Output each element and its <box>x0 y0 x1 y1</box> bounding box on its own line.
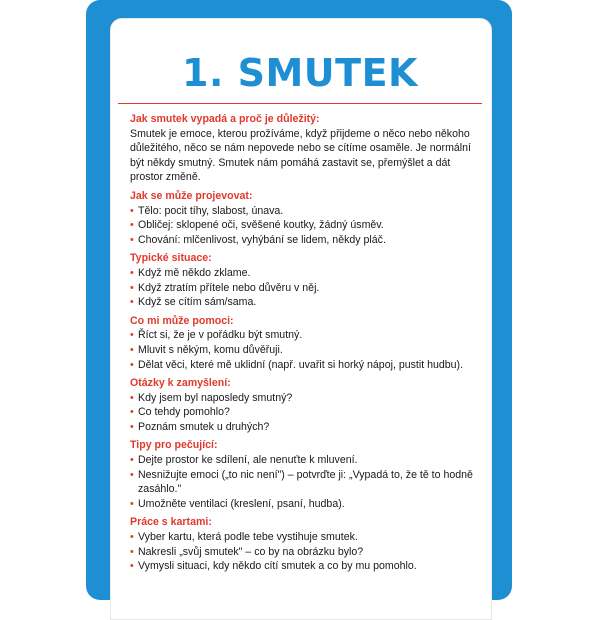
bullet-list <box>130 391 476 435</box>
list-item: • Tělo: pocit tíhy, slabost, únava. <box>130 204 476 219</box>
section-heading: Otázky k zamyšlení: <box>130 377 231 390</box>
list-item: • Když se cítím sám/sama. <box>130 295 476 310</box>
list-item: • Když mě někdo zklame. <box>130 266 476 281</box>
list-item: • Nesnižujte emoci („to nic není") – potvrďte ji: „Vypadá to, že tě to hodně zasáhlo." <box>130 468 476 497</box>
section-heading: Co mi může pomoci: <box>130 314 234 327</box>
bullet-list <box>130 530 476 574</box>
list-item: • Poznám smutek u druhých? <box>130 420 476 435</box>
list-item: • Obličej: sklopené oči, svěšené koutky, žádný úsměv. <box>130 218 476 233</box>
list-item: • Dělat věci, které mě uklidní (např. uvařit si horký nápoj, pustit hudbu). <box>130 358 476 373</box>
list-item: • Vyber kartu, která podle tebe vystihuje smutek. <box>130 530 476 545</box>
bullet-list <box>130 453 476 511</box>
card-title: 1. SMUTEK <box>182 51 418 95</box>
card-content <box>130 112 476 574</box>
list-item: • Říct si, že je v pořádku být smutný. <box>130 328 476 343</box>
bullet-list <box>130 266 476 310</box>
section-heading: Jak smutek vypadá a proč je důležitý: <box>130 113 320 125</box>
list-item: • Umožněte ventilaci (kreslení, psaní, hudba). <box>130 497 476 512</box>
list-item: • Když ztratím přítele nebo důvěru v něj. <box>130 281 476 296</box>
list-item: • Vymysli situaci, kdy někdo cítí smutek a co by mu pomohlo. <box>130 559 476 574</box>
list-item: • Dejte prostor ke sdílení, ale nenuťte k mluvení. <box>130 453 476 468</box>
section-heading: Typické situace: <box>130 252 212 265</box>
section-paragraph: Smutek je emoce, kterou prožíváme, když přijdeme o něco nebo někoho důležitého, něco se nám nepovede nebo se cítíme osaměle. Je normální být někdy smutný. Smutek nám pomáhá zastavit se, přemýšlet a dát prostor změně. <box>130 127 471 184</box>
list-item: • Mluvit s někým, komu důvěřuji. <box>130 343 476 358</box>
section-heading: Práce s kartami: <box>130 516 212 529</box>
list-item: • Chování: mlčenlivost, vyhýbání se lidem, někdy pláč. <box>130 233 476 248</box>
list-item: • Co tehdy pomohlo? <box>130 405 476 420</box>
list-item: • Nakresli „svůj smutek" – co by na obrázku bylo? <box>130 545 476 560</box>
section-heading: Jak se může projevovat: <box>130 189 253 202</box>
list-item: • Kdy jsem byl naposledy smutný? <box>130 391 476 406</box>
bullet-list <box>130 204 476 248</box>
bullet-list <box>130 328 476 372</box>
title-divider <box>118 103 482 104</box>
section-heading: Tipy pro pečující: <box>130 439 218 452</box>
